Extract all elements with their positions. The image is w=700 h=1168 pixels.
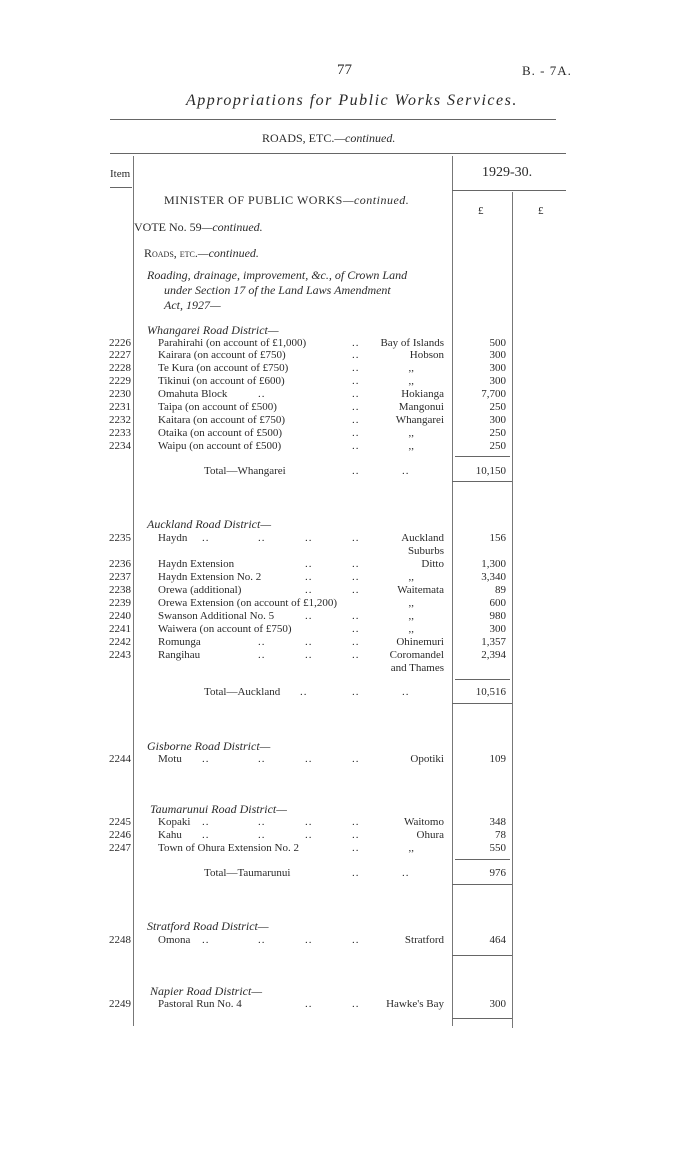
item-number: 2229	[109, 375, 131, 387]
item-number: 2240	[109, 610, 131, 622]
county: ,,	[408, 842, 414, 854]
section-subtitle	[262, 131, 395, 146]
description-line-1: Roading, drainage, improvement, &c., of Crown Land	[147, 268, 408, 282]
vote-continued: —continued.	[201, 220, 263, 234]
amount: 2,394	[481, 649, 506, 661]
leader-dots: ..	[352, 649, 360, 661]
item-number: 2248	[109, 934, 131, 946]
minister-continued: —continued.	[342, 193, 410, 207]
minister-text: MINISTER OF PUBLIC WORKS	[164, 193, 343, 207]
amount: 300	[489, 414, 506, 426]
amount: 500	[489, 337, 506, 349]
roads-continued: —continued.	[197, 246, 259, 260]
item-number: 2227	[109, 349, 131, 361]
county: Ditto	[421, 558, 444, 570]
vote-heading	[134, 220, 263, 235]
item-number: 2235	[109, 532, 131, 544]
district-heading-auckland: Auckland Road District—	[147, 517, 271, 531]
leader-dots: ..	[352, 571, 360, 583]
item-number: 2246	[109, 829, 131, 841]
leader-dots: ..	[352, 427, 360, 439]
item-number: 2233	[109, 427, 131, 439]
district-heading-napier: Napier Road District—	[150, 984, 263, 998]
bottom-rule	[452, 1018, 512, 1019]
leader-dots: ..	[305, 934, 313, 946]
leader-dots: ..	[352, 816, 360, 828]
work-name: Haydn Extension No. 2	[158, 571, 262, 583]
document-reference: B. - 7A.	[522, 63, 572, 78]
leader-dots: ..	[352, 362, 360, 374]
subtotal-rule	[455, 456, 510, 457]
item-column-divider	[133, 156, 134, 1026]
leader-dots: ..	[352, 584, 360, 596]
work-name: Tikinui (on account of £600)	[158, 375, 285, 387]
leader-dots: ..	[352, 465, 360, 477]
leader-dots: ..	[305, 753, 313, 765]
item-number: 2228	[109, 362, 131, 374]
item-number: 2244	[109, 753, 131, 765]
work-name: Waiwera (on account of £750)	[158, 623, 292, 635]
amount: 600	[489, 597, 506, 609]
total-auckland: 10,516	[475, 686, 506, 698]
roads-text: Roads, etc.	[144, 246, 198, 260]
total-label-auckland: Total—Auckland	[204, 686, 281, 698]
county: Hobson	[409, 349, 444, 361]
item-number: 2238	[109, 584, 131, 596]
item-number: 2239	[109, 597, 131, 609]
roads-heading	[144, 246, 259, 261]
leader-dots: ..	[305, 610, 313, 622]
county: Hawke's Bay	[386, 998, 444, 1010]
work-name: Kahu	[158, 829, 182, 841]
county: Whangarei	[395, 414, 444, 426]
title-rule	[110, 119, 556, 120]
leader-dots: ..	[202, 934, 210, 946]
currency-symbol-1: £	[478, 205, 484, 217]
item-number: 2232	[109, 414, 131, 426]
work-name: Te Kura (on account of £750)	[158, 362, 289, 374]
section-rule	[452, 955, 512, 956]
work-name: Haydn Extension	[158, 558, 235, 570]
vote-text: VOTE No. 59	[134, 220, 202, 234]
leader-dots: ..	[202, 829, 210, 841]
leader-dots: ..	[305, 571, 313, 583]
county: ,,	[408, 375, 414, 387]
leader-dots: ..	[352, 623, 360, 635]
work-name: Rangihau	[158, 649, 201, 661]
subtotal-rule	[455, 679, 510, 680]
county: Bay of Islands	[380, 337, 444, 349]
year-header-rule	[452, 190, 566, 191]
county: Ohura	[416, 829, 444, 841]
leader-dots: ..	[352, 337, 360, 349]
amount: 300	[489, 362, 506, 374]
leader-dots: ..	[305, 649, 313, 661]
amount: 550	[489, 842, 506, 854]
leader-dots: ..	[258, 934, 266, 946]
leader-dots: ..	[305, 816, 313, 828]
leader-dots: ..	[300, 686, 308, 698]
work-name: Taipa (on account of £500)	[158, 401, 277, 413]
leader-dots: ..	[258, 636, 266, 648]
leader-dots: ..	[352, 401, 360, 413]
county: Waitemata	[397, 584, 444, 596]
item-number: 2234	[109, 440, 131, 452]
county: Mangonui	[398, 401, 444, 413]
amount: 300	[489, 375, 506, 387]
item-number: 2249	[109, 998, 131, 1010]
amount: 300	[489, 623, 506, 635]
leader-dots: ..	[352, 532, 360, 544]
leader-dots: ..	[352, 842, 360, 854]
leader-dots: ..	[352, 934, 360, 946]
item-number: 2231	[109, 401, 131, 413]
amount: 109	[489, 753, 506, 765]
leader-dots: ..	[402, 465, 410, 477]
county: ,,	[408, 610, 414, 622]
county: ,,	[408, 571, 414, 583]
work-name: Town of Ohura Extension No. 2	[158, 842, 299, 854]
leader-dots: ..	[352, 414, 360, 426]
leader-dots: ..	[352, 686, 360, 698]
description-line-3: Act, 1927—	[164, 298, 221, 312]
work-name: Kairara (on account of £750)	[158, 349, 286, 361]
leader-dots: ..	[202, 816, 210, 828]
total-label-taumarunui: Total—Taumarunui	[204, 867, 291, 879]
county: Opotiki	[410, 753, 444, 765]
leader-dots: ..	[402, 867, 410, 879]
leader-dots: ..	[352, 440, 360, 452]
leader-dots: ..	[305, 998, 313, 1010]
item-number: 2226	[109, 337, 131, 349]
leader-dots: ..	[258, 649, 266, 661]
minister-heading	[164, 193, 409, 208]
total-label-whangarei: Total—Whangarei	[204, 465, 286, 477]
item-number: 2247	[109, 842, 131, 854]
leader-dots: ..	[352, 375, 360, 387]
county: Coromandel	[389, 649, 444, 661]
work-name: Pastoral Run No. 4	[158, 998, 242, 1010]
work-name: Haydn	[158, 532, 188, 544]
amount: 7,700	[481, 388, 506, 400]
leader-dots: ..	[305, 829, 313, 841]
amount: 980	[489, 610, 506, 622]
county: ,,	[408, 362, 414, 374]
leader-dots: ..	[352, 829, 360, 841]
work-name: Swanson Additional No. 5	[158, 610, 275, 622]
year-header: 1929-30.	[482, 165, 533, 180]
leader-dots: ..	[402, 686, 410, 698]
leader-dots: ..	[258, 829, 266, 841]
page-number: 77	[337, 62, 352, 78]
county: Waitomo	[403, 816, 444, 828]
leader-dots: ..	[352, 636, 360, 648]
county: Auckland	[401, 532, 444, 544]
item-number: 2237	[109, 571, 131, 583]
work-name: Orewa Extension (on account of £1,200)	[158, 597, 338, 609]
amount: 1,300	[481, 558, 506, 570]
amount: 78	[495, 829, 506, 841]
county: Ohinemuri	[396, 636, 444, 648]
item-number: 2245	[109, 816, 131, 828]
work-name: Omahuta Block	[158, 388, 228, 400]
leader-dots: ..	[352, 558, 360, 570]
amount: 250	[489, 401, 506, 413]
amount: 464	[489, 934, 506, 946]
amount: 89	[495, 584, 506, 596]
work-name: Parahirahi (on account of £1,000)	[158, 337, 307, 349]
work-name: Waipu (on account of £500)	[158, 440, 282, 452]
leader-dots: ..	[258, 532, 266, 544]
table-top-rule	[110, 153, 566, 154]
leader-dots: ..	[352, 753, 360, 765]
county-line-2: Suburbs	[407, 545, 444, 557]
subtitle-continued: —continued.	[334, 131, 396, 145]
page-title: Appropriations for Public Works Services.	[186, 92, 518, 109]
amount: 250	[489, 440, 506, 452]
district-heading-gisborne: Gisborne Road District—	[147, 739, 271, 753]
district-heading-whangarei: Whangarei Road District—	[147, 323, 279, 337]
county: ,,	[408, 597, 414, 609]
total-rule	[452, 703, 512, 704]
amount: 3,340	[481, 571, 506, 583]
item-column-header: Item	[110, 168, 131, 180]
total-taumarunui: 976	[489, 867, 506, 879]
item-number: 2230	[109, 388, 131, 400]
leader-dots: ..	[352, 998, 360, 1010]
amount-subcolumn-divider	[512, 192, 513, 1028]
item-number: 2243	[109, 649, 131, 661]
leader-dots: ..	[258, 388, 266, 400]
item-number: 2241	[109, 623, 131, 635]
work-name: Omona	[158, 934, 191, 946]
work-name: Romunga	[158, 636, 201, 648]
district-heading-taumarunui: Taumarunui Road District—	[150, 802, 287, 816]
amount: 250	[489, 427, 506, 439]
work-name: Orewa (additional)	[158, 584, 242, 596]
work-name: Kaitara (on account of £750)	[158, 414, 286, 426]
county: Hokianga	[401, 388, 444, 400]
leader-dots: ..	[352, 610, 360, 622]
total-rule	[452, 481, 512, 482]
amount: 348	[489, 816, 506, 828]
leader-dots: ..	[305, 636, 313, 648]
total-rule	[452, 884, 512, 885]
leader-dots: ..	[258, 816, 266, 828]
item-number: 2236	[109, 558, 131, 570]
work-name: Kopaki	[158, 816, 191, 828]
item-number: 2242	[109, 636, 131, 648]
work-name: Motu	[158, 753, 182, 765]
leader-dots: ..	[352, 349, 360, 361]
subtitle-text: ROADS, ETC.	[262, 131, 335, 145]
county: ,,	[408, 427, 414, 439]
amount: 300	[489, 998, 506, 1010]
leader-dots: ..	[258, 753, 266, 765]
amount: 156	[489, 532, 506, 544]
item-header-rule	[110, 187, 132, 188]
county: ,,	[408, 623, 414, 635]
county: ,,	[408, 440, 414, 452]
county-line-2: and Thames	[390, 662, 444, 674]
leader-dots: ..	[202, 532, 210, 544]
leader-dots: ..	[352, 388, 360, 400]
leader-dots: ..	[305, 532, 313, 544]
subtotal-rule	[455, 859, 510, 860]
county: Stratford	[404, 934, 444, 946]
description-line-2: under Section 17 of the Land Laws Amendment	[164, 283, 391, 297]
district-heading-stratford: Stratford Road District—	[147, 919, 269, 933]
amount: 300	[489, 349, 506, 361]
currency-symbol-2: £	[538, 205, 544, 217]
leader-dots: ..	[352, 867, 360, 879]
amount: 1,357	[481, 636, 506, 648]
work-name: Otaika (on account of £500)	[158, 427, 283, 439]
leader-dots: ..	[305, 558, 313, 570]
total-whangarei: 10,150	[475, 465, 506, 477]
leader-dots: ..	[202, 753, 210, 765]
leader-dots: ..	[305, 584, 313, 596]
